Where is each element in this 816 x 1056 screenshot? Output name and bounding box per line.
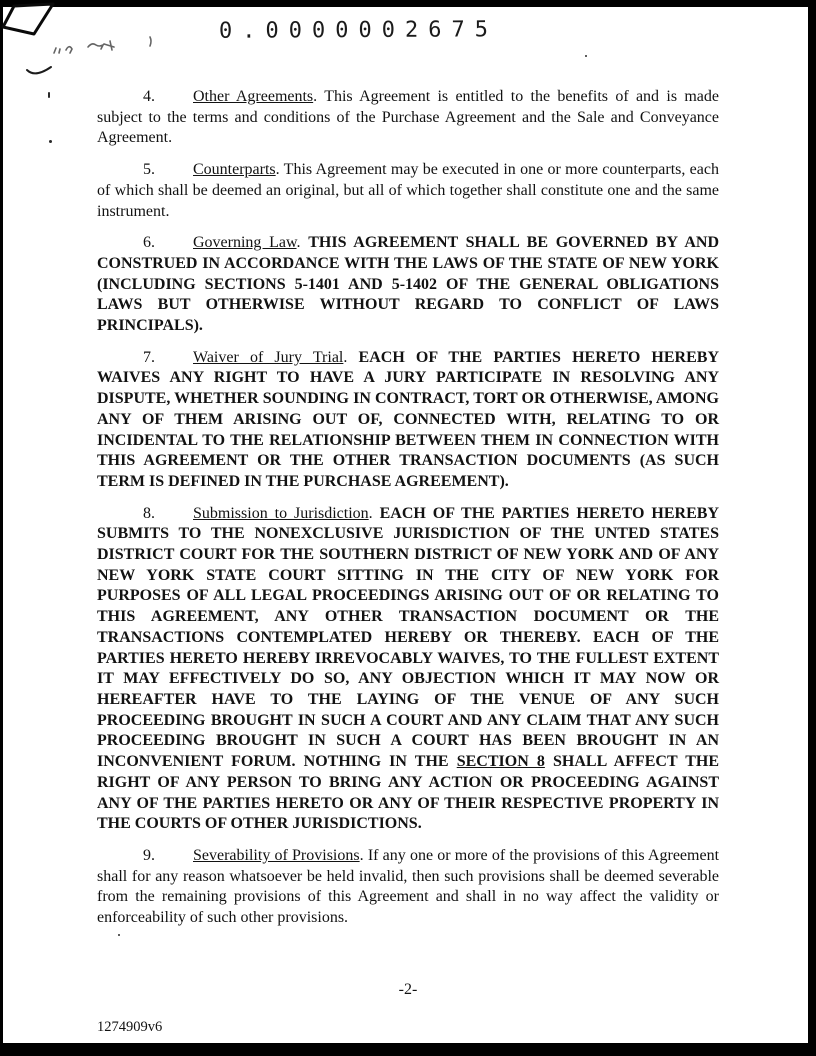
paragraph-body: THIS AGREEMENT SHALL BE GOVERNED BY AND CONSTRUED IN ACCORDANCE WITH THE LAWS OF THE STATE OF NEW YORK (INCLUDING SECTIONS 5-1401 AND 5-1402 OF THE GENERAL OBLIGATIONS LAWS BUT OTHERWISE WITHOUT REGARD TO CONFLICT OF LAWS PRINCIPALS). <box>97 234 719 335</box>
heading-period: . <box>343 348 348 366</box>
paragraph-body-before: EACH OF THE PARTIES HERETO HEREBY SUBMITS TO THE NONEXCLUSIVE JURISDICTION OF THE UNTED STATES DISTRICT COURT FOR THE SOUTHERN DISTRICT OF NEW YORK AND OF ANY NEW YORK STATE COURT SITTING IN THE CITY OF NEW YORK FOR PURPOSES OF ALL LEGAL PROCEEDINGS ARISING OUT OF OR RELATING TO THIS AGREEMENT, ANY OTHER TRANSACTION DOCUMENT OR THE TRANSACTIONS CONTEMPLATED HEREBY OR THEREBY. EACH OF THE PARTIES HERETO HEREBY IRREVOCABLY WAIVES, TO THE FULLEST EXTENT IT MAY EFFECTIVELY DO SO, ANY OBJECTION WHICH IT MAY NOW OR HEREAFTER HAVE TO THE LAYING OF THE VENUE OF ANY SUCH PROCEEDING BROUGHT IN SUCH A COURT AND ANY CLAIM THAT ANY SUCH PROCEEDING BROUGHT IN SUCH A COURT HAS BEEN BROUGHT IN AN INCONVENIENT FORUM. NOTHING IN THE <box>97 504 719 771</box>
paragraph-heading: Submission to Jurisdiction <box>193 504 369 522</box>
paragraph-heading: Governing Law <box>193 234 297 252</box>
paragraph-number: 4. <box>143 88 155 105</box>
paragraph-body: If any one or more of the provisions of this Agreement shall for any reason whatsoever be held invalid, then such provisions shall be deemed severable from the remaining provisions of this Agreement and shall in no way affect the validity or enforceability of such other provisions. <box>97 846 720 927</box>
paragraph-heading: Counterparts <box>193 161 276 179</box>
paragraph-body-after: SHALL AFFECT THE RIGHT OF ANY PERSON TO BRING ANY ACTION OR PROCEEDING AGAINST ANY OF THE PARTIES HERETO OR ANY OF THEIR RESPECTIVE PROPERTY IN THE COURTS OF OTHER JURISDICTIONS. <box>97 753 719 833</box>
heading-period: . <box>368 504 373 522</box>
paragraph-8-submission-to-jurisdiction <box>97 504 719 835</box>
heading-period: . <box>359 846 364 864</box>
paragraph-body: EACH OF THE PARTIES HERETO HEREBY WAIVES ANY RIGHT TO HAVE A JURY PARTICIPATE IN RESOLVING ANY DISPUTE, WHETHER SOUNDING IN CONTRACT, TORT OR OTHERWISE, AMONG ANY OF THEM ARISING OUT OF, CONNECTED WITH, RELATING TO OR INCIDENTAL TO THE RELATIONSHIP BETWEEN THEM IN CONNECTION WITH THIS AGREEMENT OR THE OTHER TRANSACTION DOCUMENTS (AS SUCH TERM IS DEFINED IN THE PURCHASE AGREEMENT). <box>97 348 720 490</box>
heading-period: . <box>313 88 318 105</box>
paragraph-heading: Waiver of Jury Trial <box>193 348 344 366</box>
paragraph-heading: Severability of Provisions <box>193 846 360 864</box>
paragraph-heading: Other Agreements <box>193 88 314 105</box>
paragraph-7-waiver-of-jury-trial <box>97 348 719 493</box>
paragraph-9-severability <box>97 846 719 929</box>
paragraph-number: 8. <box>143 504 155 522</box>
paragraph-body: This Agreement may be executed in one or more counterparts, each of which shall be deemed an original, but all of which together shall constitute one and the same instrument. <box>97 161 719 220</box>
document-id: 1274909v6 <box>97 1018 163 1035</box>
paragraph-number: 9. <box>143 846 155 864</box>
paragraph-6-governing-law <box>97 233 719 337</box>
heading-period: . <box>296 234 301 252</box>
paragraph-5-counterparts <box>97 160 719 222</box>
document-content <box>97 87 719 1036</box>
document-page <box>3 7 808 1043</box>
bates-stamp-number: 0.0000002675 <box>218 17 499 44</box>
heading-period: . <box>275 161 280 179</box>
section-8-reference: SECTION 8 <box>456 753 545 771</box>
paragraph-4-other-agreements <box>97 87 719 149</box>
paragraph-number: 7. <box>143 348 155 366</box>
paragraph-number: 6. <box>143 234 155 252</box>
paragraph-body: This Agreement is entitled to the benefits of and is made subject to the terms and conditions of the Purchase Agreement and the Sale and Conveyance Agreement. <box>97 88 720 147</box>
page-number: -2- <box>398 980 418 998</box>
paragraph-number: 5. <box>143 161 155 179</box>
